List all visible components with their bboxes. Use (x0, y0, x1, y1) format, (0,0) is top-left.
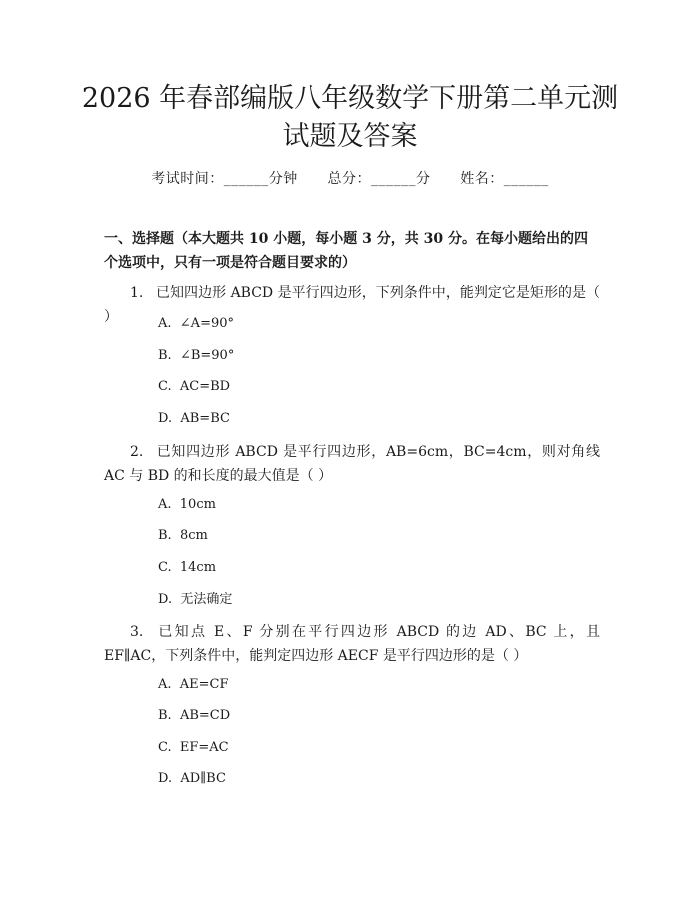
option-2a: A. 10cm (158, 497, 216, 512)
student-name: 姓名：______ (460, 171, 549, 187)
title-line-2: 试题及答案 (282, 121, 418, 152)
question-3 (104, 620, 600, 668)
exam-time: 考试时间：______分钟 (151, 171, 298, 187)
option-2d: D. 无法确定 (158, 592, 233, 607)
option-1a: A. ∠A=90° (158, 316, 235, 331)
question-2 (104, 440, 600, 488)
option-3a: A. AE=CF (158, 677, 229, 692)
option-1b: B. ∠B=90° (158, 348, 235, 363)
question-number: 2. (130, 444, 144, 460)
option-3d: D. AD∥BC (158, 771, 226, 786)
option-1d: D. AB=BC (158, 411, 230, 426)
exam-score: 总分：______分 (327, 171, 431, 187)
option-2b: B. 8cm (158, 528, 208, 543)
document-title (60, 80, 640, 156)
question-text: 已知点 E、F 分别在平行四边形 ABCD 的边 AD、BC 上，且 EF∥AC，下列条件中，能判定四边形 AECF 是平行四边形的是（ ） (104, 624, 600, 664)
option-3c: C. EF=AC (158, 740, 229, 755)
question-text: 已知四边形 ABCD 是平行四边形，AB=6cm，BC=4cm，则对角线 AC 与 BD 的和长度的最大值是（ ） (104, 444, 600, 484)
section-heading: 一、选择题（本大题共 10 小题，每小题 3 分，共 30 分。在每小题给出的四个选项中，只有一项是符合题目要求的） (104, 231, 588, 271)
question-number: 1. (130, 285, 144, 301)
option-3b: B. AB=CD (158, 708, 231, 723)
exam-meta (0, 168, 700, 188)
option-1c: C. AC=BD (158, 379, 231, 394)
question-text: 已知四边形 ABCD 是平行四边形，下列条件中，能判定它是矩形的是（ ） (104, 285, 600, 325)
option-2c: C. 14cm (158, 560, 217, 575)
title-line-1: 2026 年春部编版八年级数学下册第二单元测 (81, 83, 619, 114)
question-number: 3. (130, 624, 144, 640)
